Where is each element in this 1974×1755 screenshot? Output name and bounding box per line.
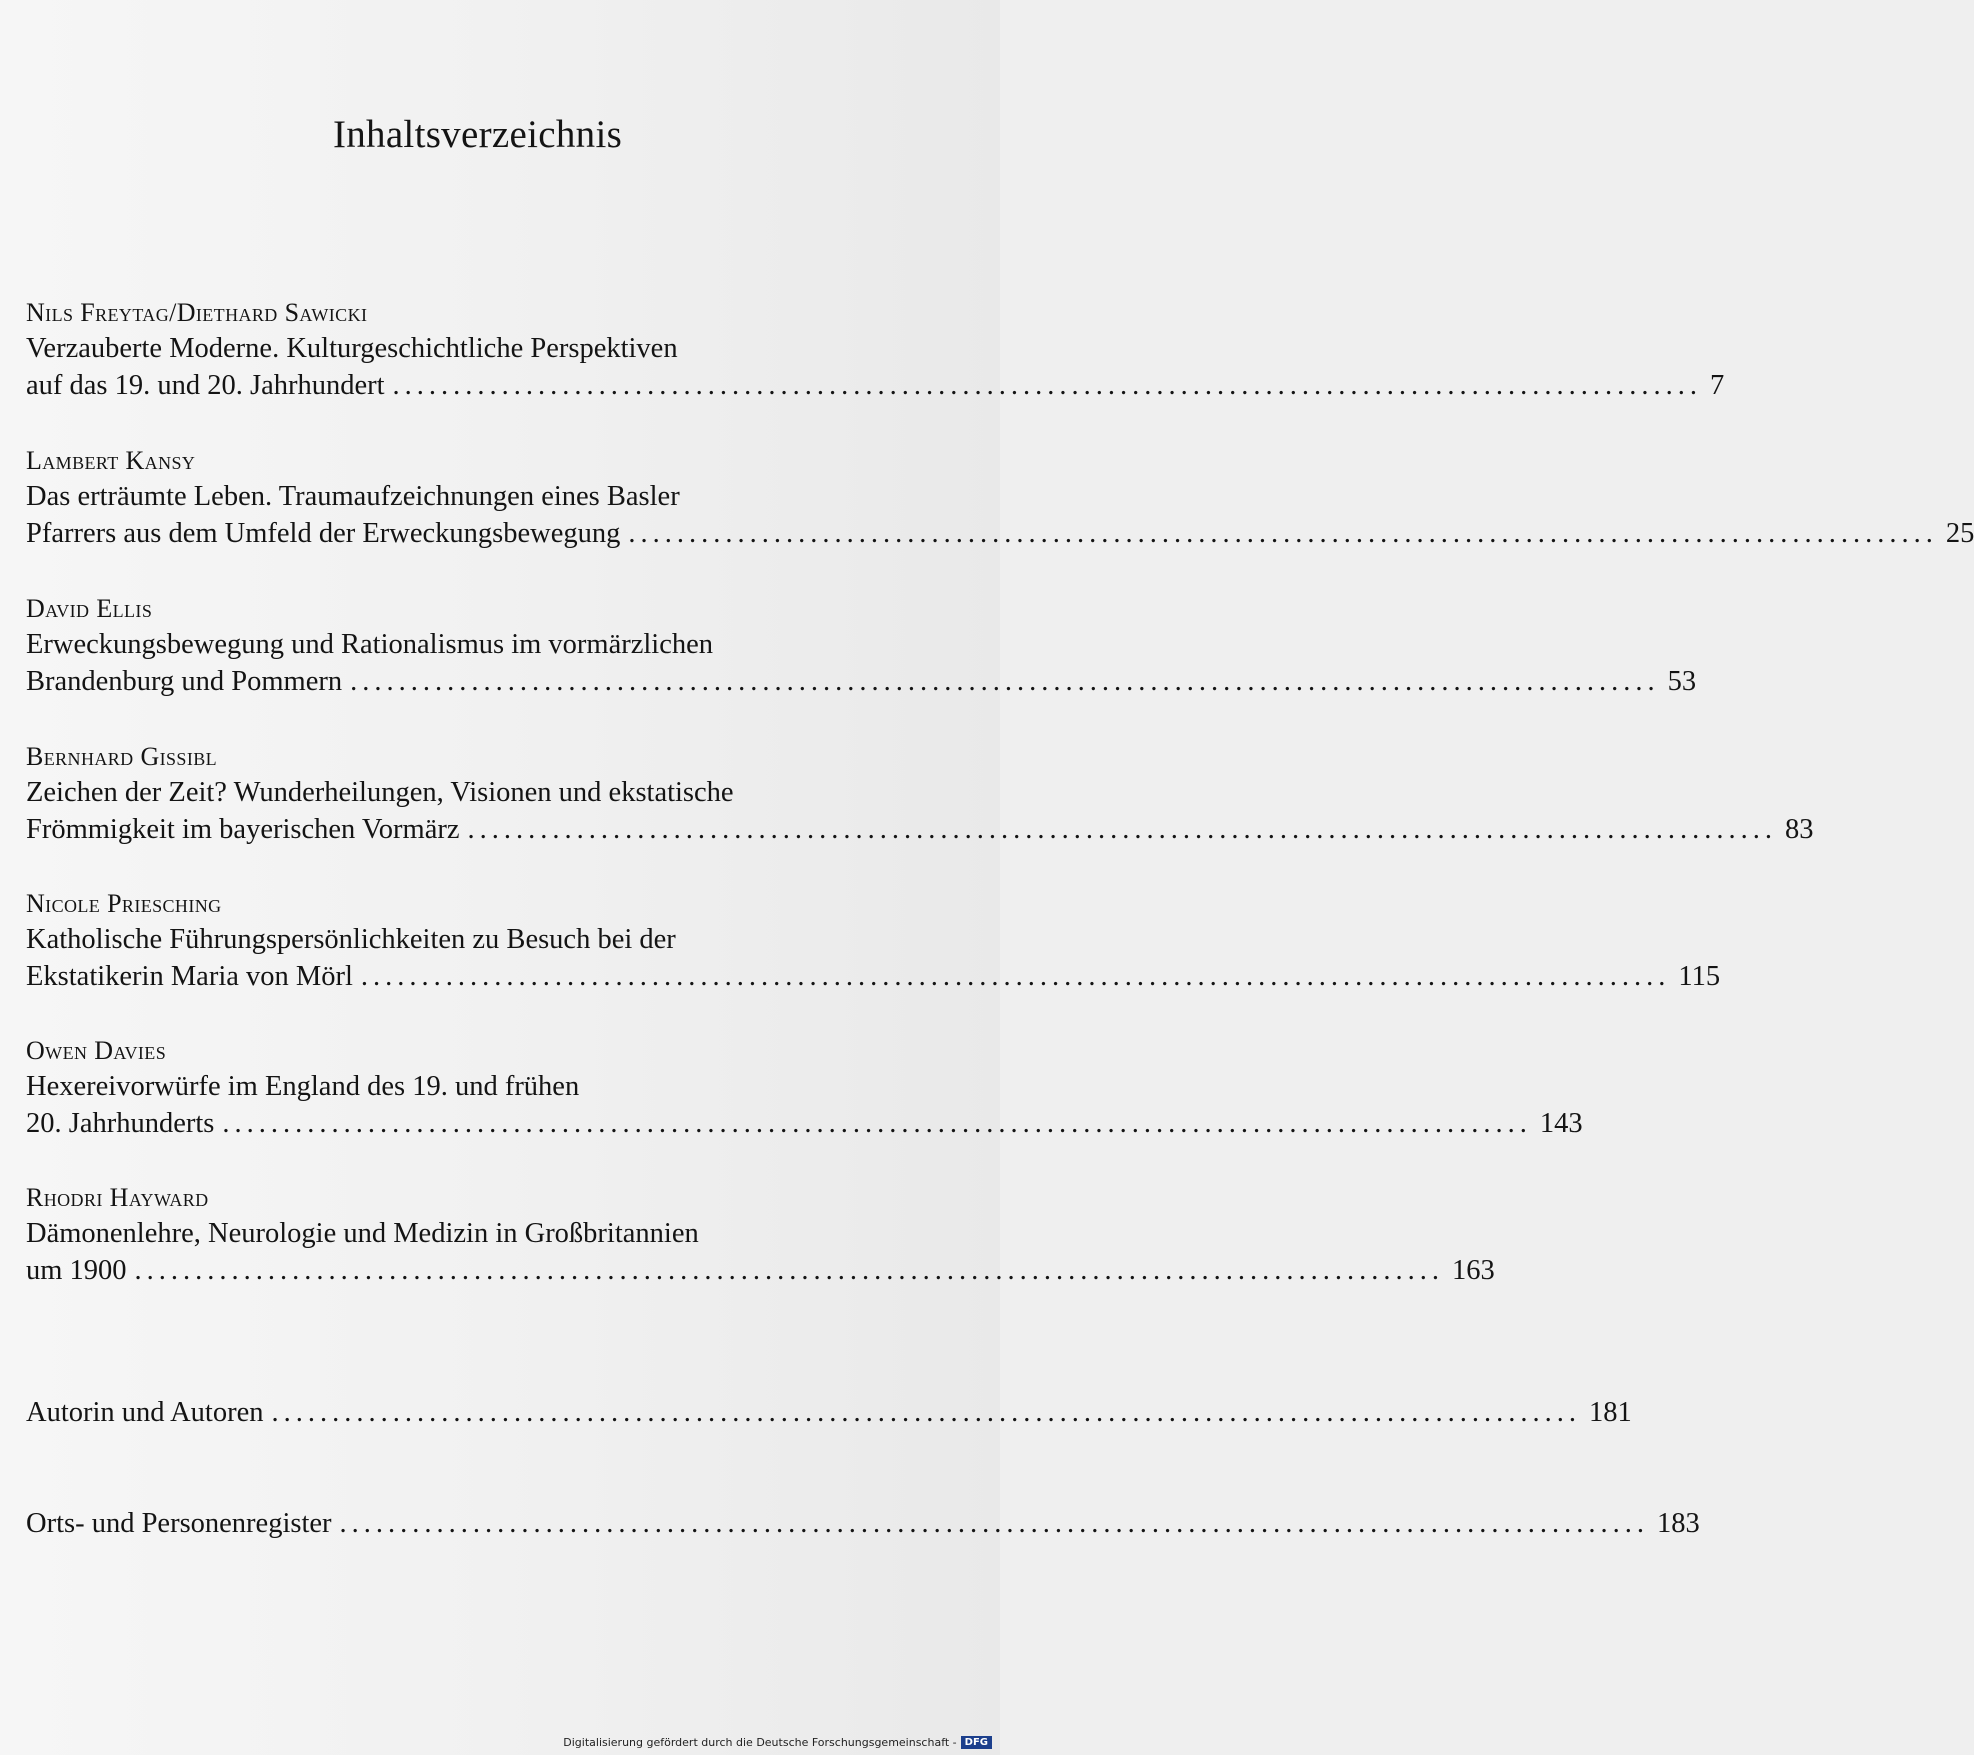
page-number: 25 bbox=[1945, 518, 1974, 549]
toc-entry bbox=[26, 1034, 1583, 1142]
digitization-footer bbox=[563, 1736, 992, 1749]
page-number: 53 bbox=[1667, 666, 1697, 697]
entry-title-line: um 1900 bbox=[26, 1255, 127, 1286]
appendix-label: Autorin und Autoren bbox=[26, 1397, 264, 1428]
page-number: 163 bbox=[1452, 1255, 1495, 1286]
entry-title-line: Dämonenlehre, Neurologie und Medizin in Großbritannien bbox=[26, 1218, 699, 1249]
footer-text: Digitalisierung gefördert durch die Deutsche Forschungsgemeinschaft - bbox=[563, 1736, 957, 1749]
toc-entry bbox=[26, 887, 1721, 995]
toc-entry bbox=[26, 1181, 1495, 1289]
entry-title-last-line bbox=[26, 1105, 1583, 1142]
toc-entry bbox=[26, 444, 1974, 552]
page-title: Inhaltsverzeichnis bbox=[332, 113, 623, 156]
entry-title-last-line bbox=[26, 811, 1814, 848]
leader-dots: ............................................................................................................ bbox=[271, 1397, 1581, 1428]
leader-dots: ............................................................................................................ bbox=[222, 1108, 1532, 1139]
page-number: 7 bbox=[1710, 370, 1725, 401]
entry-title-line: Verzauberte Moderne. Kulturgeschichtliche Perspektiven bbox=[26, 333, 678, 364]
entry-title-last-line bbox=[26, 367, 1725, 404]
page-number: 143 bbox=[1539, 1108, 1583, 1139]
entry-title-line: Brandenburg und Pommern bbox=[26, 666, 343, 697]
toc-entry bbox=[26, 740, 1814, 848]
entry-title-line: Frömmigkeit im bayerischen Vormärz bbox=[26, 814, 460, 845]
entry-title-last-line bbox=[26, 663, 1697, 700]
page-number: 183 bbox=[1657, 1508, 1700, 1539]
entry-author: Nicole Priesching bbox=[26, 889, 222, 918]
entry-title-line: Pfarrers aus dem Umfeld der Erweckungsbewegung bbox=[26, 518, 621, 549]
entry-title-last-line bbox=[26, 1252, 1495, 1289]
entry-author: David Ellis bbox=[26, 594, 153, 623]
entry-title-line: Katholische Führungspersönlichkeiten zu Besuch bei der bbox=[26, 924, 676, 955]
entry-title-line: Erweckungsbewegung und Rationalismus im vormärzlichen bbox=[26, 629, 714, 660]
entry-title-line: Zeichen der Zeit? Wunderheilungen, Visionen und ekstatische bbox=[26, 777, 734, 808]
entry-title-line: Hexereivorwürfe im England des 19. und frühen bbox=[26, 1071, 580, 1102]
entry-title-last-line bbox=[26, 958, 1721, 995]
page-number: 181 bbox=[1588, 1397, 1632, 1428]
page-number: 115 bbox=[1678, 961, 1721, 992]
entry-title-line: Das erträumte Leben. Traumaufzeichnungen eines Basler bbox=[26, 481, 680, 512]
toc-entry bbox=[26, 296, 1725, 404]
appendix-label: Orts- und Personenregister bbox=[26, 1508, 332, 1539]
leader-dots: ............................................................................................................ bbox=[134, 1255, 1445, 1286]
appendix-line bbox=[26, 1394, 1632, 1431]
page-number: 83 bbox=[1784, 814, 1814, 845]
leader-dots: ............................................................................................................ bbox=[360, 961, 1671, 992]
appendix-entry bbox=[26, 1394, 1632, 1431]
entry-author: Bernhard Gissibl bbox=[26, 742, 218, 771]
entry-author: Rhodri Hayward bbox=[26, 1183, 209, 1212]
leader-dots: ............................................................................................................ bbox=[392, 370, 1703, 401]
leader-dots: ............................................................................................................ bbox=[628, 518, 1938, 549]
entry-title-line: auf das 19. und 20. Jahrhundert bbox=[26, 370, 385, 401]
entry-title-line: Ekstatikerin Maria von Mörl bbox=[26, 961, 353, 992]
entry-title-line: 20. Jahrhunderts bbox=[26, 1108, 215, 1139]
entry-author: Lambert Kansy bbox=[26, 446, 196, 475]
appendix-line bbox=[26, 1505, 1700, 1542]
leader-dots: ............................................................................................................ bbox=[350, 666, 1660, 697]
dfg-logo: DFG bbox=[961, 1736, 992, 1749]
leader-dots: ............................................................................................................ bbox=[467, 814, 1777, 845]
leader-dots: ............................................................................................................ bbox=[339, 1508, 1650, 1539]
toc-entry bbox=[26, 592, 1697, 700]
entry-author: Owen Davies bbox=[26, 1036, 167, 1065]
entry-author: Nils Freytag/Diethard Sawicki bbox=[26, 298, 368, 327]
appendix-entry bbox=[26, 1505, 1700, 1542]
entry-title-last-line bbox=[26, 515, 1974, 552]
